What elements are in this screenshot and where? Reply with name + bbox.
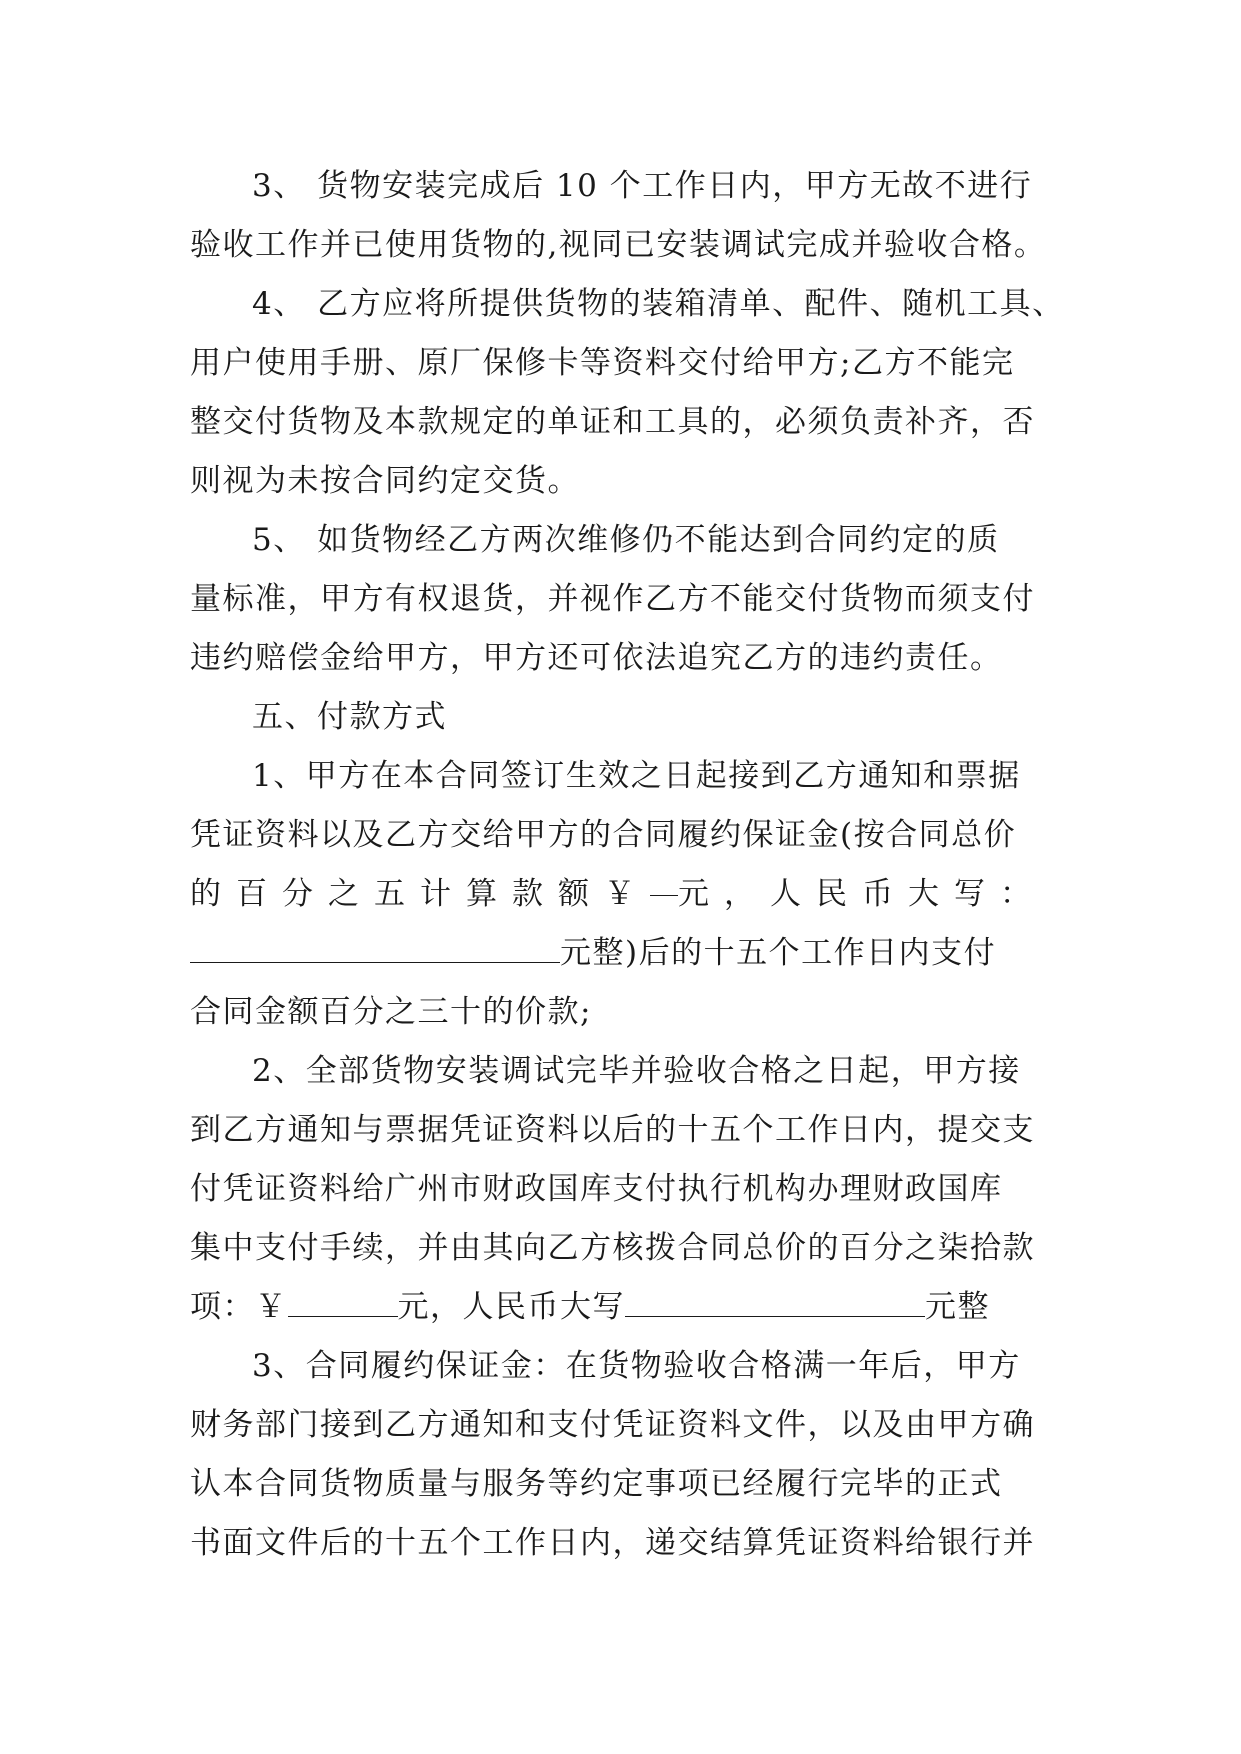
text-line: 凭证资料以及乙方交给甲方的合同履约保证金(按合同总价 bbox=[190, 817, 1017, 853]
text-line: 2、全部货物安装调试完毕并验收合格之日起，甲方接 bbox=[252, 1053, 1021, 1089]
text-line: 5、 如货物经乙方两次维修仍不能达到合同约定的质 bbox=[252, 522, 1000, 558]
text-fragment: 的百分之五计算款额￥ bbox=[190, 876, 650, 912]
paragraph-repair-return bbox=[190, 511, 1046, 688]
text-line: 财务部门接到乙方通知和支付凭证资料文件，以及由甲方确 bbox=[190, 1407, 1035, 1443]
text-line: 整交付货物及本款规定的单证和工具的，必须负责补齐，否 bbox=[190, 404, 1035, 440]
text-line: 认本合同货物质量与服务等约定事项已经履行完毕的正式 bbox=[190, 1466, 1003, 1502]
amount-blank-field[interactable] bbox=[288, 1286, 398, 1317]
amount-blank-field[interactable] bbox=[650, 865, 678, 896]
paragraph-payment-2 bbox=[190, 1042, 1046, 1337]
text-fragment: 项：￥ bbox=[190, 1289, 288, 1325]
text-line: 违约赔偿金给甲方，甲方还可依法追究乙方的违约责任。 bbox=[190, 640, 1003, 676]
paragraph-payment-1 bbox=[190, 747, 1046, 1042]
text-line: 量标准，甲方有权退货，并视作乙方不能交付货物而须支付 bbox=[190, 581, 1035, 617]
text-line: 付凭证资料给广州市财政国库支付执行机构办理财政国库 bbox=[190, 1171, 1003, 1207]
text-fragment: 元整)后的十五个工作日内支付 bbox=[560, 935, 997, 971]
paragraph-delivery-documents bbox=[190, 275, 1065, 511]
amount-words-blank-field[interactable] bbox=[190, 932, 560, 963]
amount-words-blank-field[interactable] bbox=[625, 1286, 925, 1317]
text-line: 集中支付手续，并由其向乙方核拨合同总价的百分之柒拾款 bbox=[190, 1230, 1035, 1266]
text-line: 用户使用手册、原厂保修卡等资料交付给甲方;乙方不能完 bbox=[190, 345, 1015, 381]
text-line: 验收工作并已使用货物的,视同已安装调试完成并验收合格。 bbox=[190, 227, 1047, 263]
text-line: 则视为未按合同约定交货。 bbox=[190, 463, 580, 499]
section-heading-payment bbox=[190, 688, 1046, 747]
text-line: 到乙方通知与票据凭证资料以后的十五个工作日内，提交支 bbox=[190, 1112, 1035, 1148]
text-fragment: 元，人民币大写 bbox=[397, 1289, 625, 1325]
text-line: 书面文件后的十五个工作日内，递交结算凭证资料给银行并 bbox=[190, 1525, 1035, 1561]
paragraph-install-acceptance bbox=[190, 157, 1046, 275]
document-body bbox=[190, 157, 1065, 1573]
text-line: 4、 乙方应将所提供货物的装箱清单、配件、随机工具、 bbox=[252, 286, 1065, 322]
text-fragment: 元，人民币大写： bbox=[678, 876, 1046, 912]
text-line-with-blank bbox=[190, 924, 1046, 983]
text-line: 3、 货物安装完成后 10 个工作日内，甲方无故不进行 bbox=[252, 168, 1033, 204]
text-line: 合同金额百分之三十的价款; bbox=[190, 994, 592, 1030]
section-title: 五、付款方式 bbox=[252, 699, 447, 735]
text-line-with-blank bbox=[190, 865, 1046, 924]
text-line-with-blank bbox=[190, 1278, 1046, 1337]
text-fragment: 元整 bbox=[925, 1289, 990, 1325]
paragraph-payment-3 bbox=[190, 1337, 1046, 1573]
text-line: 3、合同履约保证金：在货物验收合格满一年后，甲方 bbox=[252, 1348, 1021, 1384]
text-line: 1、甲方在本合同签订生效之日起接到乙方通知和票据 bbox=[252, 758, 1021, 794]
